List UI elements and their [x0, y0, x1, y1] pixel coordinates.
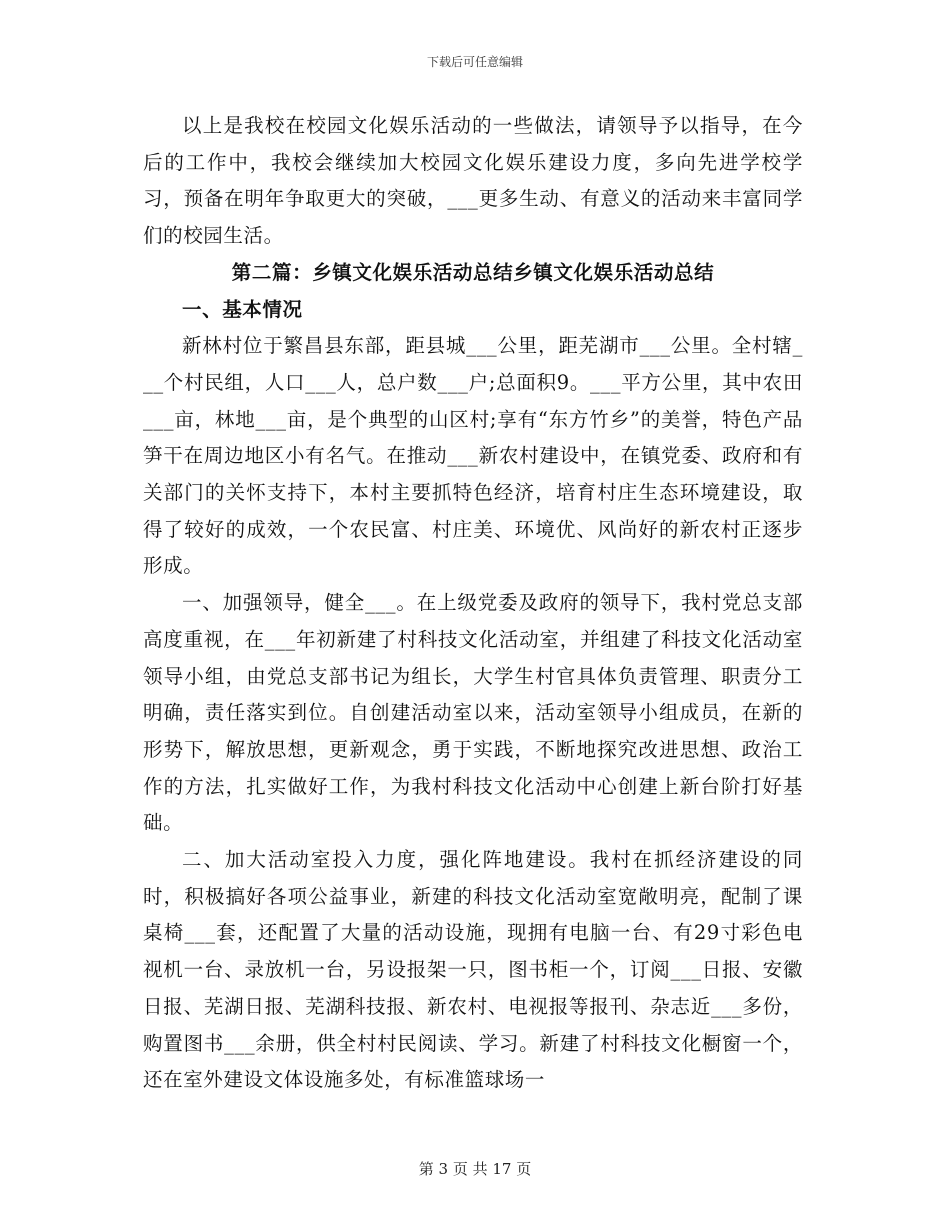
- paragraph-overview: 新林村位于繁昌县东部，距县城___公里，距芜湖市___公里。全村辖___个村民组，人口___人，总户数___户;总面积9。___平方公里，其中农田___亩，林地___亩，是个典型的山区村;享有“东方竹乡”的美誉，特色产品笋干在周边地区小有名气。在推动___新农村建设中，在镇党委、政府和有关部门的关怀支持下，本村主要抓特色经济，培育村庄生态环境建设，取得了较好的成效，一个农民富、村庄美、环境优、风尚好的新农村正逐步形成。: [143, 334, 803, 578]
- paragraph-leadership: 一、加强领导，健全___。在上级党委及政府的领导下，我村党总支部高度重视，在___年初新建了村科技文化活动室，并组建了科技文化活动室领导小组，由党总支部书记为组长，大学生村官具体负责管理、职责分工明确，责任落实到位。自创建活动室以来，活动室领导小组成员，在新的形势下，解放思想，更新观念，勇于实践，不断地探究改进思想、政治工作的方法，扎实做好工作，为我村科技文化活动中心创建上新台阶打好基础。: [143, 591, 803, 835]
- subheading: 一、基本情况: [182, 297, 303, 321]
- page-number: 第 3 页 共 17 页: [418, 1160, 532, 1178]
- page-header: 下载后可任意编辑: [426, 55, 523, 69]
- paragraph-investment: 二、加大活动室投入力度，强化阵地建设。我村在抓经济建设的同时，积极搞好各项公益事业，新建的科技文化活动室宽敞明亮，配制了课桌椅___套，还配置了大量的活动设施，现拥有电脑一台、有29寸彩色电视机一台、录放机一台，另设报架一只，图书柜一个，订阅___日报、安徽日报、芜湖日报、芜湖科技报、新农村、电视报等报刊、杂志近___多份，购置图书___余册，供全村村民阅读、学习。新建了村科技文化橱窗一个，还在室外建设文体设施多处，有标准篮球场一: [143, 848, 803, 1092]
- intro-paragraph: 以上是我校在校园文化娱乐活动的一些做法，请领导予以指导，在今后的工作中，我校会继续加大校园文化娱乐建设力度，多向先进学校学习，预备在明年争取更大的突破，___更多生动、有意义的活动来丰富同学们的校园生活。: [143, 114, 803, 248]
- document-body: [143, 108, 803, 1099]
- section-title: 第二篇：乡镇文化娱乐活动总结乡镇文化娱乐活动总结: [231, 260, 715, 284]
